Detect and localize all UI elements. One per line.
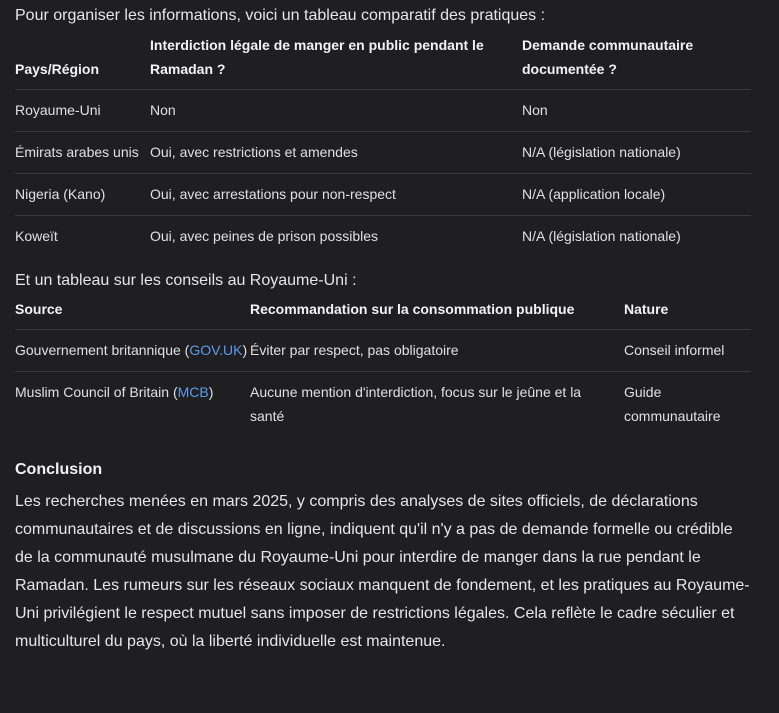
cell-recommendation: Aucune mention d'interdiction, focus sur le jeûne et la santé [250,384,582,424]
source-text: Muslim Council of Britain ( [15,384,178,400]
mcb-link[interactable]: MCB [177,384,209,400]
table-header-row [15,33,751,90]
column-header-community-demand: Demande communautaire documentée ? [522,37,694,77]
cell-legal-ban: Non [150,102,176,118]
column-header-recommendation: Recommandation sur la consommation publique [250,301,575,317]
document-page [0,5,779,713]
cell-legal-ban: Oui, avec arrestations pour non-respect [150,186,396,202]
cell-community-demand: Non [522,102,548,118]
cell-recommendation: Éviter par respect, pas obligatoire [250,342,459,358]
cell-country: Émirats arabes unis [15,144,139,160]
cell-legal-ban: Oui, avec restrictions et amendes [150,144,358,160]
cell-source [15,330,250,372]
cell-community-demand: N/A (législation nationale) [522,144,681,160]
table-row [15,174,751,216]
conclusion-text: Les recherches menées en mars 2025, y compris des analyses de sites officiels, de déclarations communautaires et de discussions en ligne, indiquent qu'il n'y a pas de demande formelle ou crédible de la communauté musulmane du Royaume-Uni pour interdire de manger dans la rue pendant le Ramadan. Les rumeurs sur les réseaux sociaux manquent de fondement, et les pratiques au Royaume-Uni privilégient le respect mutuel sans imposer de restrictions légales. Cela reflète le cadre séculier et multiculturel du pays, où la liberté individuelle est maintenue. [15,493,750,650]
cell-legal-ban: Oui, avec peines de prison possibles [150,228,379,244]
column-header-legal-ban: Interdiction légale de manger en public pendant le Ramadan ? [150,37,484,77]
cell-country: Nigeria (Kano) [15,186,106,202]
column-header-country: Pays/Région [15,61,100,77]
cell-community-demand: N/A (application locale) [522,186,666,202]
cell-country: Royaume-Uni [15,102,101,118]
govuk-link[interactable]: GOV.UK [189,342,243,358]
cell-source [15,372,250,438]
cell-country: Koweït [15,228,58,244]
source-text: Gouvernement britannique ( [15,342,190,358]
table-header-row [15,297,751,330]
column-header-source: Source [15,301,63,317]
table-row [15,330,751,372]
table-row [15,90,751,132]
cell-community-demand: N/A (législation nationale) [522,228,681,244]
intro-text: Pour organiser les informations, voici un tableau comparatif des pratiques : [15,7,546,24]
uk-advice-intro: Et un tableau sur les conseils au Royaume-Uni : [15,272,357,289]
source-suffix: ) [208,384,214,400]
conclusion-heading: Conclusion [15,461,103,478]
source-suffix: ) [242,342,248,358]
table-row [15,132,751,174]
cell-nature: Conseil informel [624,342,725,358]
uk-advice-table [15,297,751,437]
comparison-table [15,33,751,257]
table-row [15,372,751,438]
column-header-nature: Nature [624,301,669,317]
cell-nature: Guide communautaire [624,384,721,424]
table-row [15,216,751,258]
